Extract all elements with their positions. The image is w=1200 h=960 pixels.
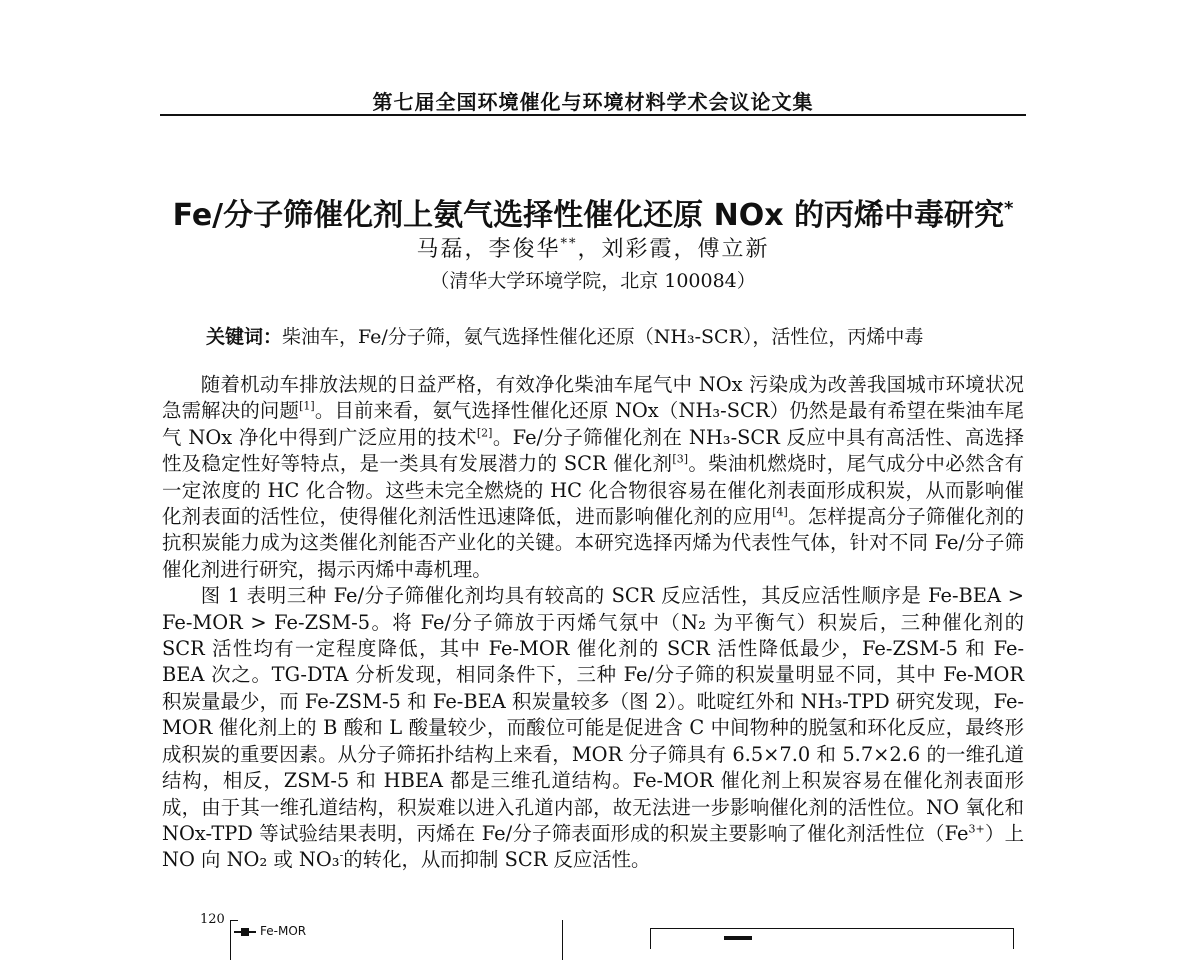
corresponding-author-mark: ** [560, 236, 578, 252]
keywords [206, 322, 1026, 349]
para1-sentence-1: 随着机动车排放法规的日益严格，有效净化柴油车尾气中 NOx 污染成为改善我国城市环境状况急需解决的问题 [162, 373, 1025, 423]
para1-sentence-5: 。怎样提高分子筛催化剂的抗积炭能力成为这类催化剂能否产业化的关键。本研究选择丙烯为代表性气体，针对不同 Fe/分子筛催化剂进行研究，揭示丙烯中毒机理。 [162, 505, 1025, 581]
figure-1-legend [234, 924, 306, 938]
para1-sentence-3: 。Fe/分子筛催化剂在 NH₃-SCR 反应中具有高活性、高选择性及稳定性好等特点，是一类具有发展潜力的 SCR 催化剂 [162, 425, 1024, 476]
keywords-text: 柴油车，Fe/分子筛，氨气选择性催化还原（NH₃-SCR），活性位，丙烯中毒 [282, 326, 924, 348]
citation-1: [1] [299, 399, 315, 413]
authors [160, 232, 1026, 263]
body-text [162, 372, 1024, 874]
title-footnote-mark: * [1004, 198, 1014, 219]
citation-3: [3] [672, 452, 688, 466]
paper-title [130, 190, 1056, 234]
keywords-label: 关键词： [206, 326, 283, 348]
plot-frame-right [562, 920, 563, 960]
authors-part1: 马磊，李俊华 [416, 237, 561, 262]
running-header: 第七届全国环境催化与环境材料学术会议论文集 [372, 90, 814, 114]
para1-sentence-4: 。柴油机燃烧时，尾气成分中必然含有一定浓度的 HC 化合物。这些未完全燃烧的 HC 化合物很容易在催化剂表面形成积炭，从而影响催化剂表面的活性位，使得催化剂活性迅速降低，进而影响催化剂的应用 [162, 452, 1025, 529]
y-tick-label-120: 120 [200, 912, 225, 927]
para1-sentence-2: 。目前来看，氨气选择性催化还原 NOx（NH₃-SCR）仍然是最有希望在柴油车尾气 NOx 净化中得到广泛应用的技术 [162, 399, 1024, 449]
figure-2-frame [650, 928, 1014, 949]
legend-label-fe-mor: Fe-MOR [260, 924, 307, 938]
para2-sentence-3: 的转化，从而抑制 SCR 反应活性。 [343, 848, 651, 872]
title-text: Fe/分子筛催化剂上氨气选择性催化还原 NOx 的丙烯中毒研究 [172, 198, 1004, 233]
citation-2: [2] [476, 426, 493, 440]
figure-2-legend-swatch [724, 936, 752, 940]
paragraph-2 [162, 583, 1024, 873]
fe-charge: 3+ [968, 822, 985, 836]
no3-charge: - [339, 848, 344, 862]
y-axis-line [230, 920, 231, 960]
y-axis-tick [230, 920, 238, 921]
legend-marker-square-icon [234, 931, 256, 933]
header-rule [160, 114, 1026, 116]
citation-4: [4] [772, 505, 788, 519]
figure-1-partial [200, 912, 580, 952]
para2-sentence-1: 图 1 表明三种 Fe/分子筛催化剂均具有较高的 SCR 反应活性，其反应活性顺序是 Fe-BEA > Fe-MOR > Fe-ZSM-5。将 Fe/分子筛放于丙烯气氛中（N₂ 为平衡气）积炭后，三种催化剂的 SCR 活性均有一定程度降低，其中 Fe-MOR 催化剂的 SCR 活性降低最少，Fe-ZSM-5 和 Fe-BEA 次之。TG-DTA 分析发现，相同条件下，三种 Fe/分子筛的积炭量明显不同，其中 Fe-MOR 积炭量最少，而 Fe-ZSM-5 和 Fe-BEA 积炭量较多（图 2）。吡啶红外和 NH₃-TPD 研究发现，Fe-MOR 催化剂上的 B 酸和 L 酸量较少，而酸位可能是促进含 C 中间物种的脱氢和环化反应，最终形成积炭的重要因素。从分子筛拓扑结构上来看，MOR 分子筛具有 6.5×7.0 和 5.7×2.6 的一维孔道结构，相反，ZSM-5 和 HBEA 都是三维孔道结构。Fe-MOR 催化剂上积炭容易在催化剂表面形成，由于其一维孔道结构，积炭难以进入孔道内部，故无法进一步影响催化剂的活性位。NO 氧化和 NOx-TPD 等试验结果表明，丙烯在 Fe/分子筛表面形成的积炭主要影响了催化剂活性位（Fe [162, 584, 1024, 845]
figure-2-partial [650, 928, 1014, 948]
authors-part2: ，刘彩霞，傅立新 [577, 237, 770, 262]
para2-sentence-2: ）上 NO 向 NO₂ 或 NO₃ [162, 821, 1024, 872]
paragraph-1 [162, 372, 1024, 583]
affiliation: （清华大学环境学院，北京 100084） [430, 270, 756, 292]
